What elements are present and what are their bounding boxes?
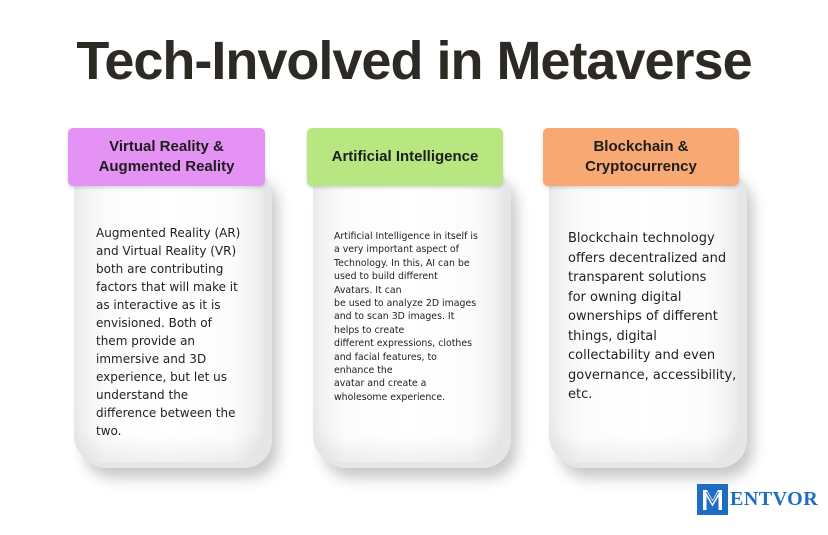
card-description: Artificial Intelligence in itself is a very important aspect of Technology. In this, AI can be used to build different Avatars. It can be used to analyze 2D images and to scan 3D images. It helps to create different expressions, clothes and facial features, to enhance the avatar and create a wholesome experience.	[334, 231, 478, 403]
card-header-label: Virtual Reality & Augmented Reality	[98, 138, 235, 175]
card-header-label: Blockchain & Cryptocurrency	[585, 138, 697, 175]
card-blockchain	[543, 128, 743, 468]
card-description: Augmented Reality (AR) and Virtual Reality (VR) both are contributing factors that will make it as interactive as it is envisioned. Both of them provide an immersive and 3D experience, but let us understand the difference between the two.	[96, 226, 241, 438]
card-header-label: Artificial Intelligence	[331, 148, 479, 165]
card-header-ai	[307, 128, 503, 186]
page-title: Tech-Involved in Metaverse	[76, 31, 752, 91]
logo-m-icon	[697, 484, 728, 515]
card-header-blockchain	[543, 128, 739, 186]
card-vr-ar	[68, 128, 268, 468]
card-ai	[307, 128, 507, 468]
mentvor-logo	[697, 483, 818, 515]
card-header-vr-ar	[68, 128, 265, 186]
card-description: Blockchain technology offers decentralized and transparent solutions for owning digital ownerships of different things, digital collectability and even governance, accessibility, etc.	[568, 231, 737, 402]
logo-wordmark: ENTVOR	[730, 487, 819, 510]
